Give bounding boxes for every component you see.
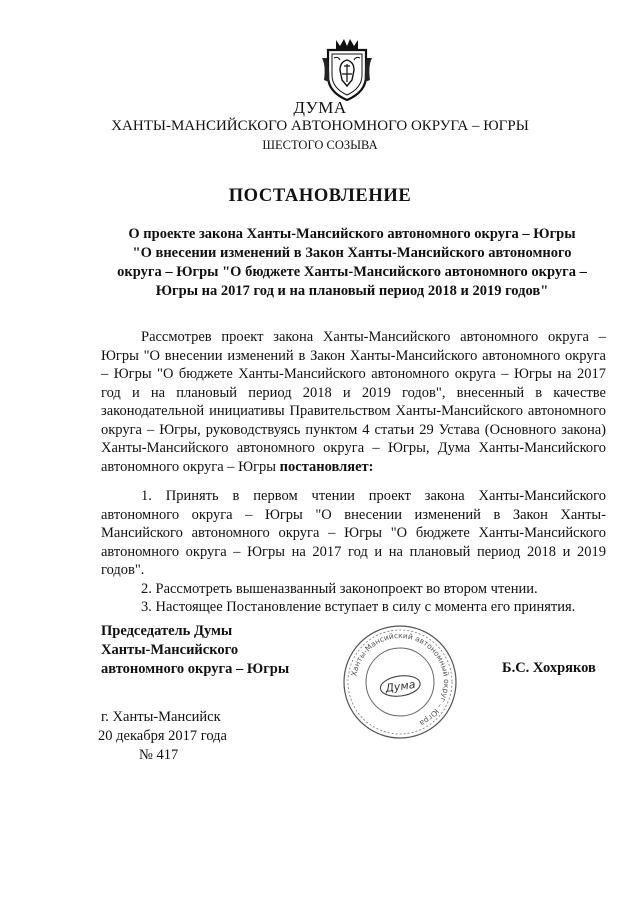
coat-of-arms-emblem: [320, 36, 374, 102]
city: г. Ханты-Мансийск: [101, 709, 221, 725]
preamble-verb: постановляет:: [279, 458, 374, 475]
org-full-name: ХАНТЫ-МАНСИЙСКОГО АВТОНОМНОГО ОКРУГА – ЮГРЫ: [111, 118, 529, 134]
preamble-paragraph: [101, 328, 606, 476]
resolution-items: [101, 487, 606, 617]
signatory-title: [101, 622, 289, 679]
official-stamp: [340, 622, 460, 742]
convocation: ШЕСТОГО СОЗЫВА: [262, 138, 378, 152]
preamble-text: Рассмотрев проект закона Ханты-Мансийского автономного округа – Югры "О внесении изменений в Закон Ханты-Мансийского автономного округа – Югры "О бюджете Ханты-Мансийского автономного округа – Югры на 2017 год и на плановый период 2018 и 2019 годов", внесенный в качестве законодательной инициативы Правительством Ханты-Мансийского автономного округа – Югры, руководствуясь пунктом 4 статьи 29 Устава (Основного закона) Ханты-Мансийского автономного округа – Югры, Дума Ханты-Мансийского автономного округа – Югры: [101, 329, 606, 475]
document-subject: [96, 225, 608, 301]
signatory-name: Б.С. Хохряков: [502, 660, 596, 676]
resolution-item: 3. Настоящее Постановление вступает в силу с момента его принятия.: [141, 599, 576, 615]
document-place-date: [98, 708, 227, 765]
subject-line: "О внесении изменений в Закон Ханты-Мансийского автономного: [132, 245, 572, 261]
resolution-item: 1. Принять в первом чтении проект закона Ханты-Мансийского автономного округа – Югры "О внесении изменений в Закон Ханты-Мансийского автономного округа – Югры "О бюджете Ханты-Мансийского автономного округа – Югры на 2017 год и на плановый период 2018 и 2019 годов".: [101, 488, 606, 578]
date: 20 декабря 2017 года: [98, 728, 227, 744]
org-name: ДУМА: [293, 98, 347, 117]
signatory-title-line: автономного округа – Югры: [101, 661, 290, 677]
signatory-title-line: Председатель Думы: [101, 623, 233, 639]
stamp-center-text: Дума: [384, 677, 417, 696]
resolution-item: 2. Рассмотреть вышеназванный законопроект во втором чтении.: [141, 580, 538, 597]
subject-line: О проекте закона Ханты-Мансийского автономного округа – Югры: [128, 226, 576, 242]
subject-line: Югры на 2017 год и на плановый период 2018 и 2019 годов": [155, 283, 549, 299]
subject-line: округа – Югры "О бюджете Ханты-Мансийского автономного округа –: [117, 264, 587, 280]
signatory-title-line: Ханты-Мансийского: [101, 642, 239, 658]
document-type: ПОСТАНОВЛЕНИЕ: [228, 186, 412, 206]
stamp-ring-text: Ханты-Мансийский автономный округ – Югра: [349, 630, 452, 728]
document-number: № 417: [139, 747, 179, 763]
